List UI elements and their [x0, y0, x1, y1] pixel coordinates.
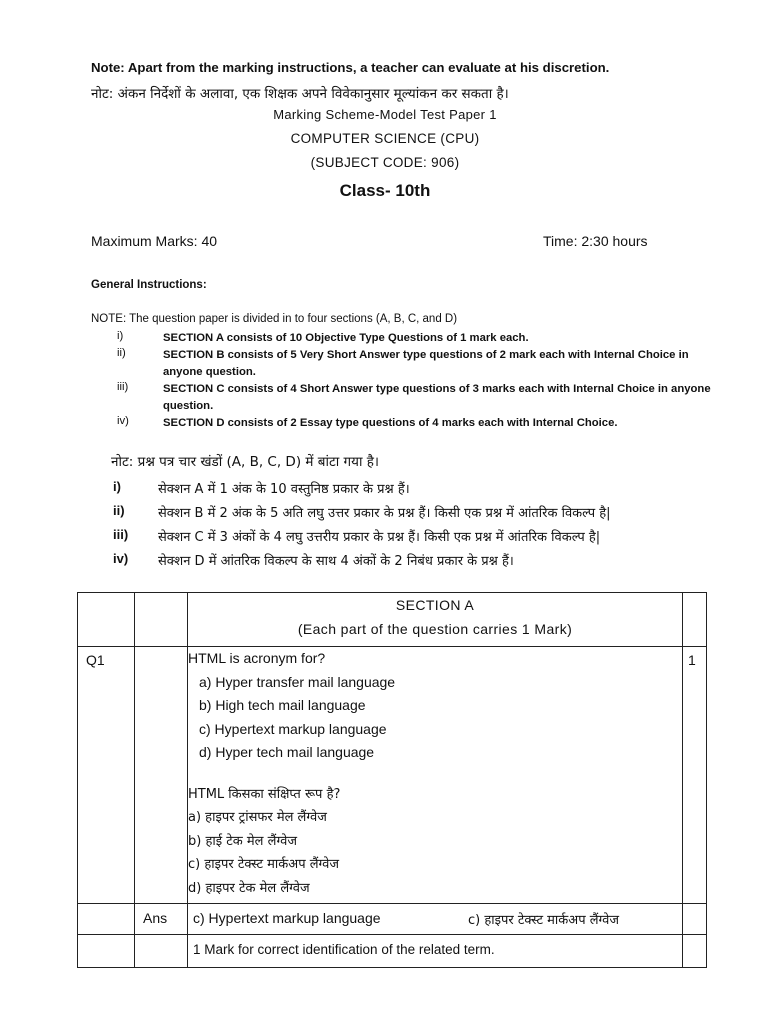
option-hi: c) हाइपर टेक्स्ट मार्कअप लैंग्वेज — [188, 857, 340, 872]
maximum-marks: Maximum Marks: 40 — [91, 233, 218, 249]
answer-label: Ans — [135, 904, 188, 935]
instruction-text: SECTION A consists of 10 Objective Type Questions of 1 mark each. — [163, 332, 529, 344]
section-subtitle: (Each part of the question carries 1 Mark) — [297, 621, 573, 637]
instructions-note: NOTE: The question paper is divided in to four sections (A, B, C, and D) — [91, 313, 458, 325]
section-header-row — [78, 593, 707, 647]
hindi-instruction-number: ii) — [113, 503, 125, 518]
option-hi: b) हाई टेक मेल लैंग्वेज — [188, 833, 297, 849]
empty-cell — [683, 904, 707, 935]
answer-row — [78, 904, 707, 935]
marking-note: 1 Mark for correct identification of the related term. — [188, 935, 683, 968]
subject-code: (SUBJECT CODE: 906) — [310, 155, 460, 170]
empty-cell — [78, 593, 135, 647]
instruction-number: iv) — [117, 415, 129, 427]
option-en: a) Hyper transfer mail language — [199, 673, 396, 690]
answer-hindi: c) हाइपर टेक्स्ट मार्कअप लैंग्वेज — [468, 913, 620, 928]
note-hindi: नोट: अंकन निर्देशों के अलावा, एक शिक्षक अपने विवेकानुसार मूल्यांकन कर सकता है। — [91, 86, 509, 102]
question-row — [78, 647, 707, 904]
note-english: Note: Apart from the marking instructions, a teacher can evaluate at his discretion. — [91, 60, 610, 75]
hindi-instruction-number: i) — [113, 479, 121, 494]
question-content — [188, 647, 683, 904]
section-title: SECTION A — [395, 597, 475, 613]
empty-cell — [683, 935, 707, 968]
question-number: Q1 — [78, 647, 135, 904]
section-a-table — [77, 592, 707, 968]
answer-content — [188, 904, 683, 935]
option-hi: a) हाइपर ट्रांसफर मेल लैंग्वेज — [188, 810, 327, 825]
empty-cell — [683, 593, 707, 647]
hindi-instruction-text: सेक्शन B में 2 अंक के 5 अति लघु उत्तर प्रकार के प्रश्न हैं। किसी एक प्रश्न में आंतरिक विकल्प है| — [158, 506, 611, 521]
marking-row — [78, 935, 707, 968]
empty-cell — [135, 593, 188, 647]
hindi-instruction-text: सेक्शन D में आंतरिक विकल्प के साथ 4 अंकों के 2 निबंध प्रकार के प्रश्न हैं। — [158, 554, 514, 569]
instruction-text: SECTION B consists of 5 Very Short Answer type questions of 2 mark each with Internal Choice in anyone question. — [163, 349, 689, 378]
question-text-en: HTML is acronym for? — [188, 650, 326, 666]
empty-cell — [78, 935, 135, 968]
empty-cell — [135, 935, 188, 968]
option-en: d) Hyper tech mail language — [199, 744, 375, 760]
hindi-instruction-text: सेक्शन C में 3 अंकों के 4 लघु उत्तरीय प्रकार के प्रश्न हैं। किसी एक प्रश्न में आंतरिक विकल्प है| — [158, 530, 601, 545]
instruction-number: i) — [117, 330, 124, 342]
empty-cell — [78, 904, 135, 935]
class-title: Class- 10th — [339, 181, 431, 200]
general-instructions-title: General Instructions: — [91, 279, 207, 291]
instruction-text: SECTION D consists of 2 Essay type questions of 4 marks each with Internal Choice. — [163, 417, 618, 429]
instruction-number: iii) — [117, 381, 129, 393]
empty-cell — [135, 647, 188, 904]
marking-scheme-title: Marking Scheme-Model Test Paper 1 — [273, 107, 497, 122]
instruction-number: ii) — [117, 347, 126, 359]
time-allowed: Time: 2:30 hours — [543, 233, 648, 249]
subject-title: COMPUTER SCIENCE (CPU) — [290, 131, 480, 146]
question-text-hi: HTML किसका संक्षिप्त रूप है? — [188, 786, 341, 802]
hindi-instruction-text: सेक्शन A में 1 अंक के 10 वस्तुनिष्ठ प्रकार के प्रश्न हैं। — [158, 482, 410, 497]
answer-english: c) Hypertext markup language — [193, 910, 381, 926]
hindi-instruction-number: iv) — [113, 551, 129, 566]
hindi-instruction-number: iii) — [113, 527, 129, 542]
option-en: b) High tech mail language — [199, 697, 366, 713]
section-heading — [188, 593, 683, 647]
question-marks: 1 — [683, 647, 707, 904]
option-en: c) Hypertext markup language — [199, 720, 387, 737]
option-hi: d) हाइपर टेक मेल लैंग्वेज — [188, 880, 310, 896]
hindi-note: नोट: प्रश्न पत्र चार खंडों (A, B, C, D) में बांटा गया है। — [111, 454, 380, 470]
instruction-text: SECTION C consists of 4 Short Answer type questions of 3 marks each with Internal Choice in anyone question. — [163, 383, 711, 412]
